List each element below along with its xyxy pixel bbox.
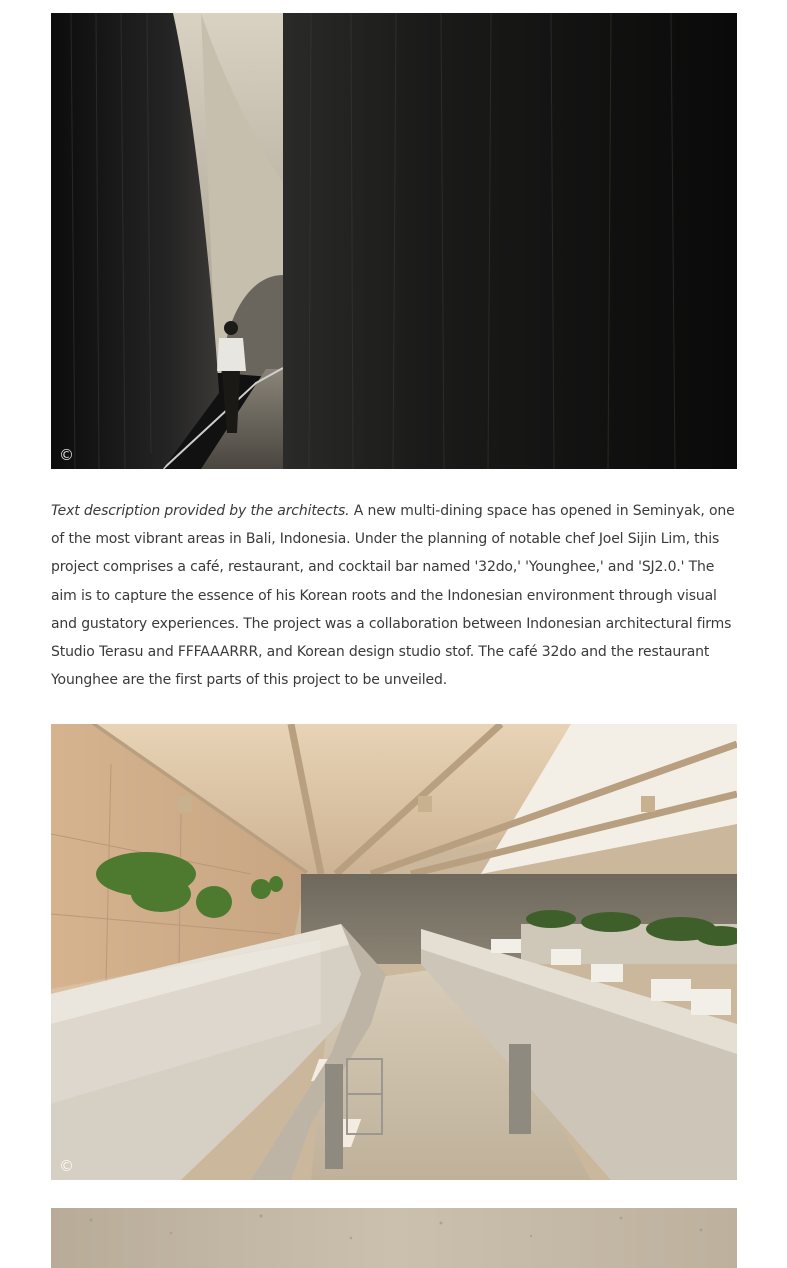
dining-hall-image [51, 724, 737, 1180]
project-photo-terrazzo[interactable] [51, 1208, 737, 1268]
description-body: A new multi-dining space has opened in Seminyak, one of the most vibrant areas in Bali, Indonesia. Under the planning of notable chef Joel Sijin Lim, this project comprises a café, restaurant, and cocktail bar named '32do,' 'Younghee,' and 'SJ2.0.' The aim is to capture the essence of his Korean roots and the Indonesian environment through visual and gustatory experiences. The project was a collaboration between Indonesian architectural firms Studio Terasu and FFFAAARRR, and Korean design studio stof. The café 32do and the restaurant Younghee are the first parts of this project to be unveiled. [51, 503, 735, 689]
copyright-symbol: © [59, 446, 74, 464]
terrazzo-image [51, 1208, 737, 1268]
project-description [51, 497, 741, 694]
description-intro: Text description provided by the architects. [51, 503, 350, 519]
copyright-symbol: © [59, 1157, 74, 1175]
corridor-image [51, 13, 737, 469]
project-photo-dining-hall[interactable] [51, 724, 737, 1180]
project-photo-corridor[interactable] [51, 13, 737, 469]
